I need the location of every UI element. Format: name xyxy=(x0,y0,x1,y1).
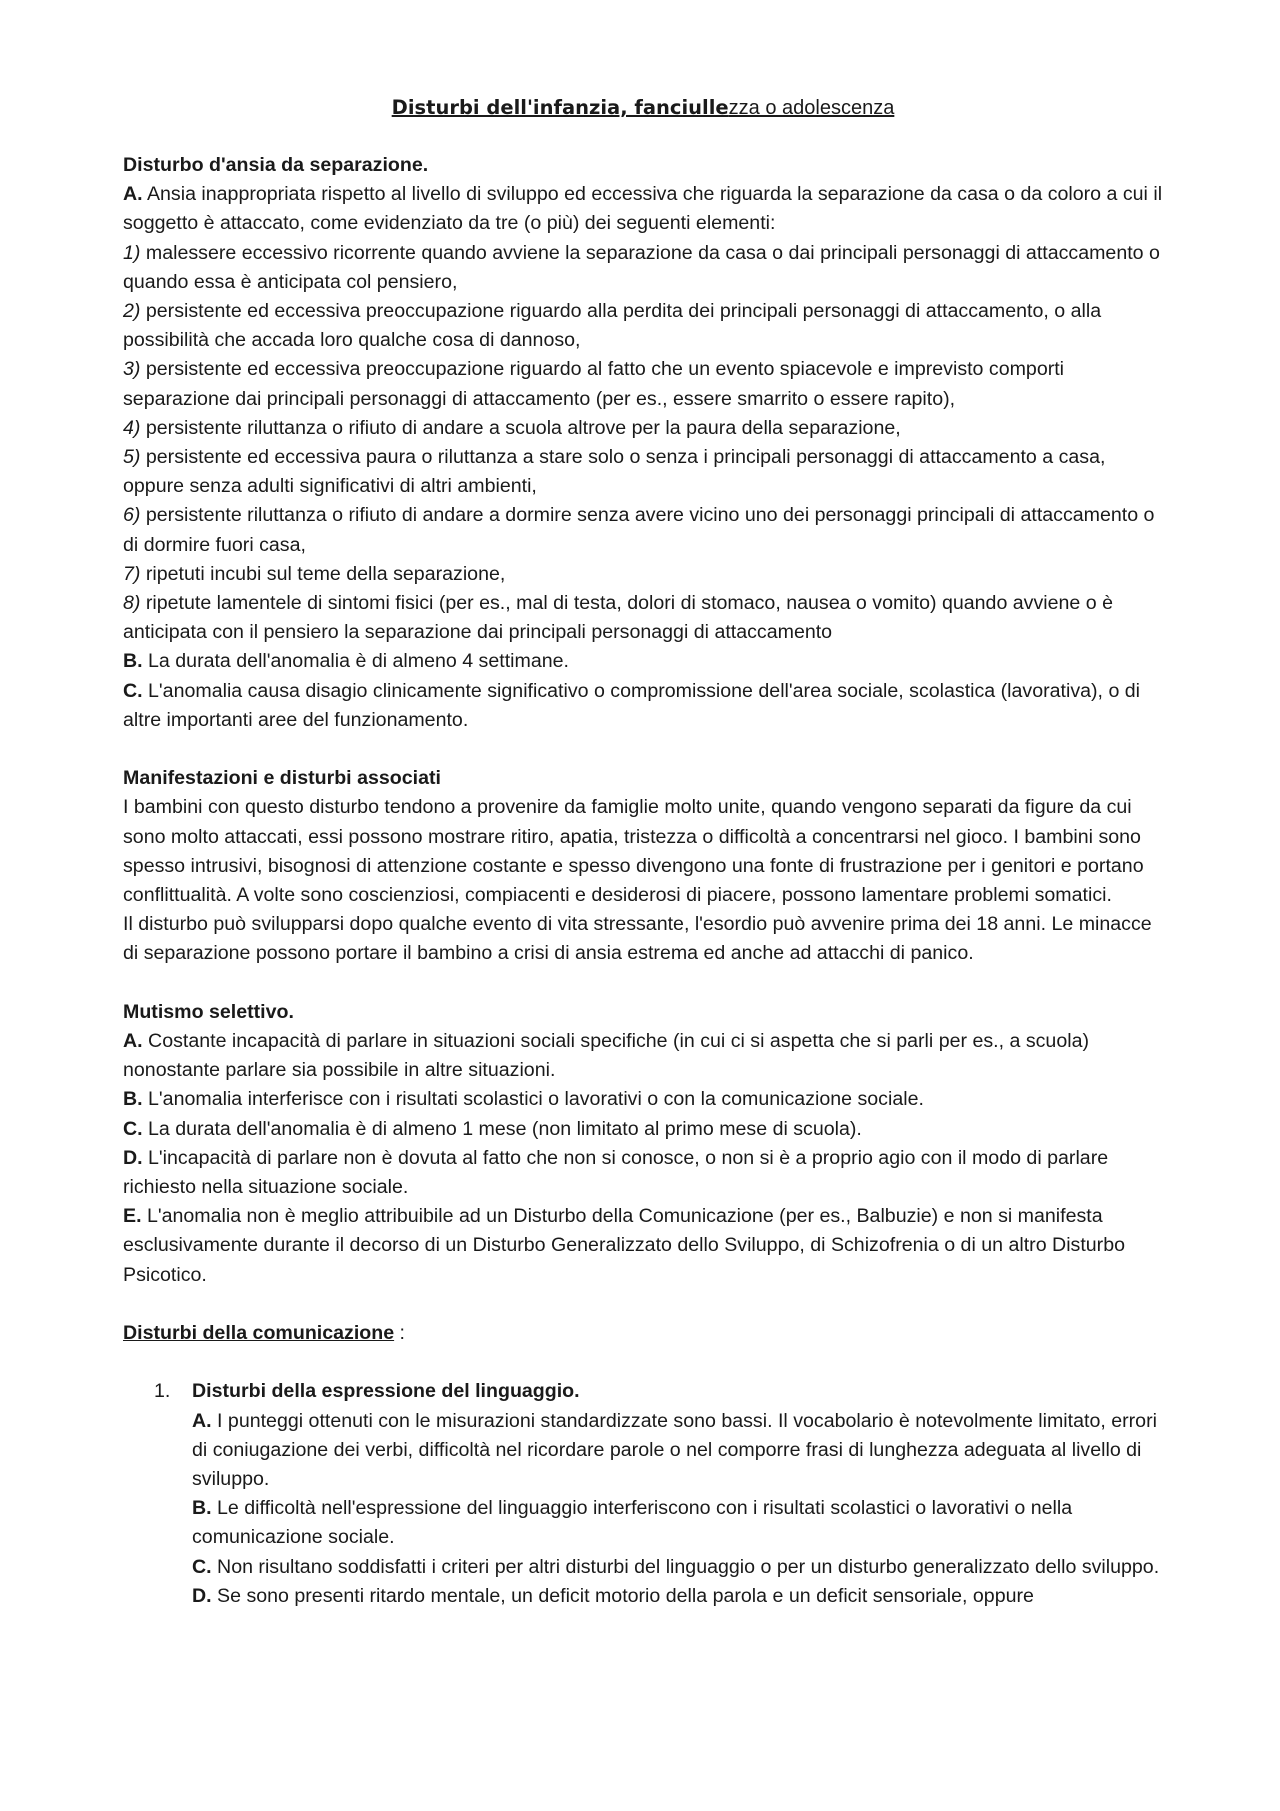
criterion-a: A. I punteggi ottenuti con le misurazioni standardizzate sono bassi. Il vocabolario è notevolmente limitato, errori di coniugazione dei verbi, difficoltà nel ricordare parole o nel comporre frasi di lunghezza adeguata al livello di sviluppo. xyxy=(192,1409,1157,1491)
list-item: 6) persistente riluttanza o rifiuto di andare a dormire senza avere vicino uno dei personaggi principali di attaccamento o di dormire fuori casa, xyxy=(123,504,1155,556)
list-item: 8) ripetute lamentele di sintomi fisici (per es., mal di testa, dolori di stomaco, nausea o vomito) quando avviene o è anticipata con il pensiero la separazione dai principali personaggi di attaccamento xyxy=(123,592,1113,644)
section-heading-manifestations: Manifestazioni e disturbi associati xyxy=(123,767,441,790)
paragraph: I bambini con questo disturbo tendono a provenire da famiglie molto unite, quando vengono separati da figure da cui sono molto attaccati, essi possono mostrare ritiro, apatia, tristezza o difficoltà a concentrarsi nel gioco. I bambini sono spesso intrusivi, bisognosi di attenzione costante e spesso divengono una fonte di frustrazione per i genitori e portano conflittualità. A volte sono coscienziosi, compiacenti e desiderosi di piacere, possono lamentare problemi somatici. xyxy=(123,796,1144,907)
document-title xyxy=(123,93,1163,123)
criterion-c: C. Non risultano soddisfatti i criteri per altri disturbi del linguaggio o per un disturbo generalizzato dello sviluppo. xyxy=(192,1555,1160,1578)
criterion-c: C. La durata dell'anomalia è di almeno 1 mese (non limitato al primo mese di scuola). xyxy=(123,1117,862,1140)
title-bold-part: Disturbi dell'infanzia, fanciulle xyxy=(391,96,729,119)
list-item: 4) persistente riluttanza o rifiuto di andare a scuola altrove per la paura della separazione, xyxy=(123,416,901,439)
numbered-list xyxy=(123,1377,1163,1611)
spacer xyxy=(123,735,1163,764)
list-item: 3) persistente ed eccessiva preoccupazione riguardo al fatto che un evento spiacevole e imprevisto comporti separazione dai principali personaggi di attaccamento (per es., essere smarrito o essere rapito), xyxy=(123,358,1065,410)
paragraph: Il disturbo può svilupparsi dopo qualche evento di vita stressante, l'esordio può avvenire prima dei 18 anni. Le minacce di separazione possono portare il bambino a crisi di ansia estrema ed anche ad attacchi di panico. xyxy=(123,913,1152,965)
criterion-d: D. Se sono presenti ritardo mentale, un deficit motorio della parola e un deficit sensoriale, oppure xyxy=(192,1584,1034,1607)
criterion-b: B. Le difficoltà nell'espressione del linguaggio interferiscono con i risultati scolastici o lavorativi o nella comunicazione sociale. xyxy=(192,1497,1073,1549)
criterion-c: C. L'anomalia causa disagio clinicamente significativo o compromissione dell'area sociale, scolastica (lavorativa), o di altre importanti aree del funzionamento. xyxy=(123,679,1141,731)
list-item: 5) persistente ed eccessiva paura o riluttanza a stare solo o senza i principali personaggi di attaccamento a casa, oppure senza adulti significativi di altri ambienti, xyxy=(123,446,1106,498)
criterion-a: A. Ansia inappropriata rispetto al livello di sviluppo ed eccessiva che riguarda la separazione da casa o da coloro a cui il soggetto è attaccato, come evidenziato da tre (o più) dei seguenti elementi: xyxy=(123,183,1163,235)
section-heading-mutism: Mutismo selettivo. xyxy=(123,1000,294,1023)
criterion-a: A. Costante incapacità di parlare in situazioni sociali specifiche (in cui ci si aspetta che si parli per es., a scuola) nonostante parlare sia possibile in altre situazioni. xyxy=(123,1030,1089,1082)
criterion-b: B. L'anomalia interferisce con i risultati scolastici o lavorativi o con la comunicazione sociale. xyxy=(123,1088,924,1111)
criterion-e: E. L'anomalia non è meglio attribuibile ad un Disturbo della Comunicazione (per es., Balbuzie) e non si manifesta esclusivamente durante il decorso di un Disturbo Generalizzato dello Sviluppo, di Schizofrenia o di un altro Disturbo Psicotico. xyxy=(123,1205,1125,1286)
list-item: 7) ripetuti incubi sul teme della separazione, xyxy=(123,562,506,585)
spacer xyxy=(123,1290,1163,1319)
spacer xyxy=(123,969,1163,998)
document-body xyxy=(123,93,1163,1611)
title-normal-part: zza o adolescenza xyxy=(728,97,895,119)
list-marker: 1. xyxy=(154,1380,171,1403)
list-item: 1) malessere eccessivo ricorrente quando avviene la separazione da casa o dai principali personaggi di attaccamento o quando essa è anticipata col pensiero, xyxy=(123,241,1160,293)
list-item-title: Disturbi della espressione del linguaggio. xyxy=(192,1380,580,1403)
section-heading-separation-anxiety: Disturbo d'ansia da separazione. xyxy=(123,154,429,176)
list-item xyxy=(123,1377,1163,1611)
list-item: 2) persistente ed eccessiva preoccupazione riguardo alla perdita dei principali personaggi di attaccamento, o alla possibilità che accada loro qualche cosa di dannoso, xyxy=(123,300,1102,352)
section-heading-communication: Disturbi della comunicazione : xyxy=(123,1322,405,1345)
criterion-d: D. L'incapacità di parlare non è dovuta al fatto che non si conosce, o non si è a proprio agio con il modo di parlare richiesto nella situazione sociale. xyxy=(123,1146,1109,1199)
spacer xyxy=(123,1348,1163,1377)
criterion-b: B. La durata dell'anomalia è di almeno 4 settimane. xyxy=(123,650,569,673)
